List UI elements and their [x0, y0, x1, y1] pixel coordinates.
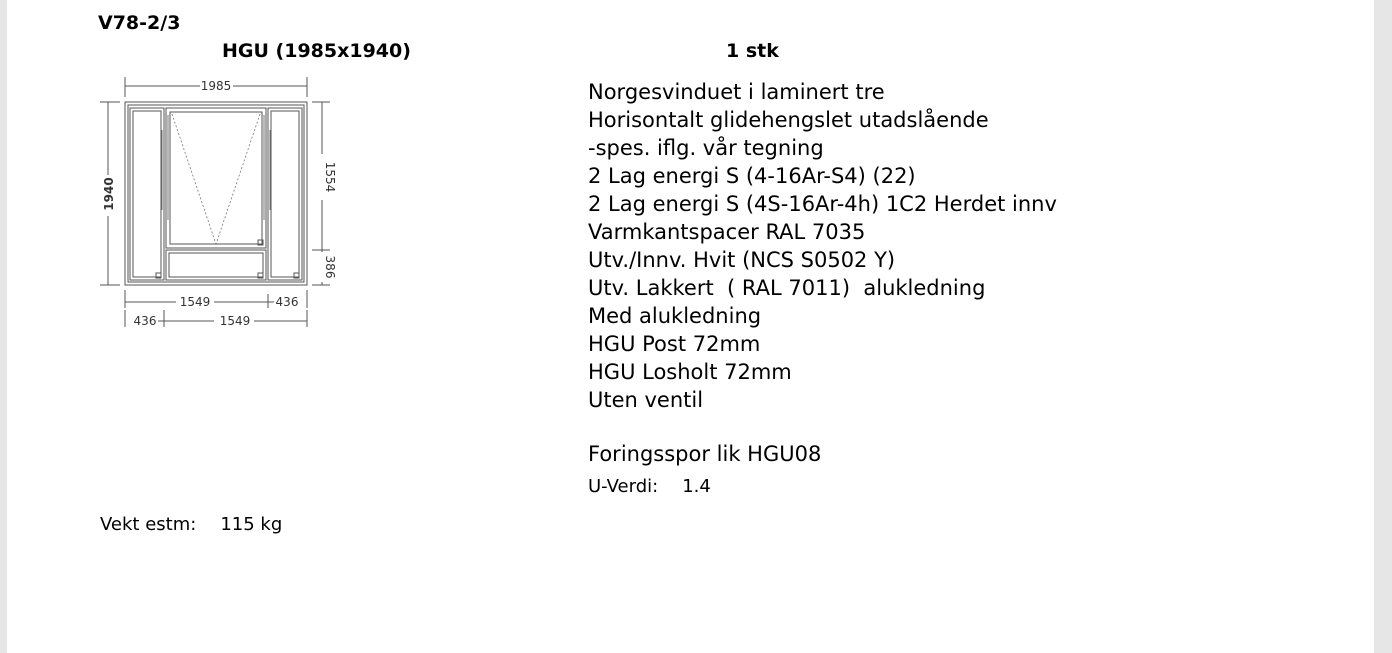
weight-label: Vekt estm:	[100, 514, 197, 535]
u-value-number: 1.4	[682, 476, 711, 497]
dim-lower-height: 386	[323, 255, 337, 279]
window-title: HGU (1985x1940)	[222, 40, 411, 62]
window-code: V78-2/3	[98, 12, 181, 34]
spec-line: Utv. Lakkert ( RAL 7011) alukledning	[588, 276, 986, 300]
spec-line: Horisontalt glidehengslet utadslående	[588, 108, 989, 132]
left-margin-bar	[0, 0, 7, 653]
spec-line: 2 Lag energi S (4-16Ar-S4) (22)	[588, 164, 916, 188]
spec-line: Utv./Innv. Hvit (NCS S0502 Y)	[588, 248, 896, 272]
spec-line: Med alukledning	[588, 304, 762, 328]
u-value	[588, 476, 711, 497]
dim-bottom-a1: 1549	[179, 295, 211, 309]
weight-estimate	[100, 514, 282, 535]
note-line: Foringsspor lik HGU08	[588, 442, 822, 466]
dim-upper-height: 1554	[323, 161, 337, 193]
spec-list	[588, 78, 1057, 414]
spec-line: HGU Losholt 72mm	[588, 360, 792, 384]
dim-bottom-a2: 436	[275, 295, 299, 309]
dim-total-width: 1985	[200, 79, 232, 93]
u-value-label: U-Verdi:	[588, 476, 659, 497]
dim-bottom-b1: 436	[133, 314, 157, 328]
spec-line: Uten ventil	[588, 388, 704, 412]
dim-total-height: 1940	[102, 177, 116, 211]
dim-bottom-b2: 1549	[219, 314, 251, 328]
spec-line: HGU Post 72mm	[588, 332, 761, 356]
quantity: 1 stk	[726, 40, 779, 62]
spec-line: 2 Lag energi S (4S-16Ar-4h) 1C2 Herdet innv	[588, 192, 1057, 216]
window-drawing	[90, 70, 350, 340]
spec-line: Norgesvinduet i laminert tre	[588, 80, 885, 104]
spec-line: -spes. iflg. vår tegning	[588, 136, 824, 160]
spec-line: Varmkantspacer RAL 7035	[588, 220, 866, 244]
right-scrollbar[interactable]	[1374, 0, 1392, 653]
weight-value: 115 kg	[220, 514, 283, 535]
